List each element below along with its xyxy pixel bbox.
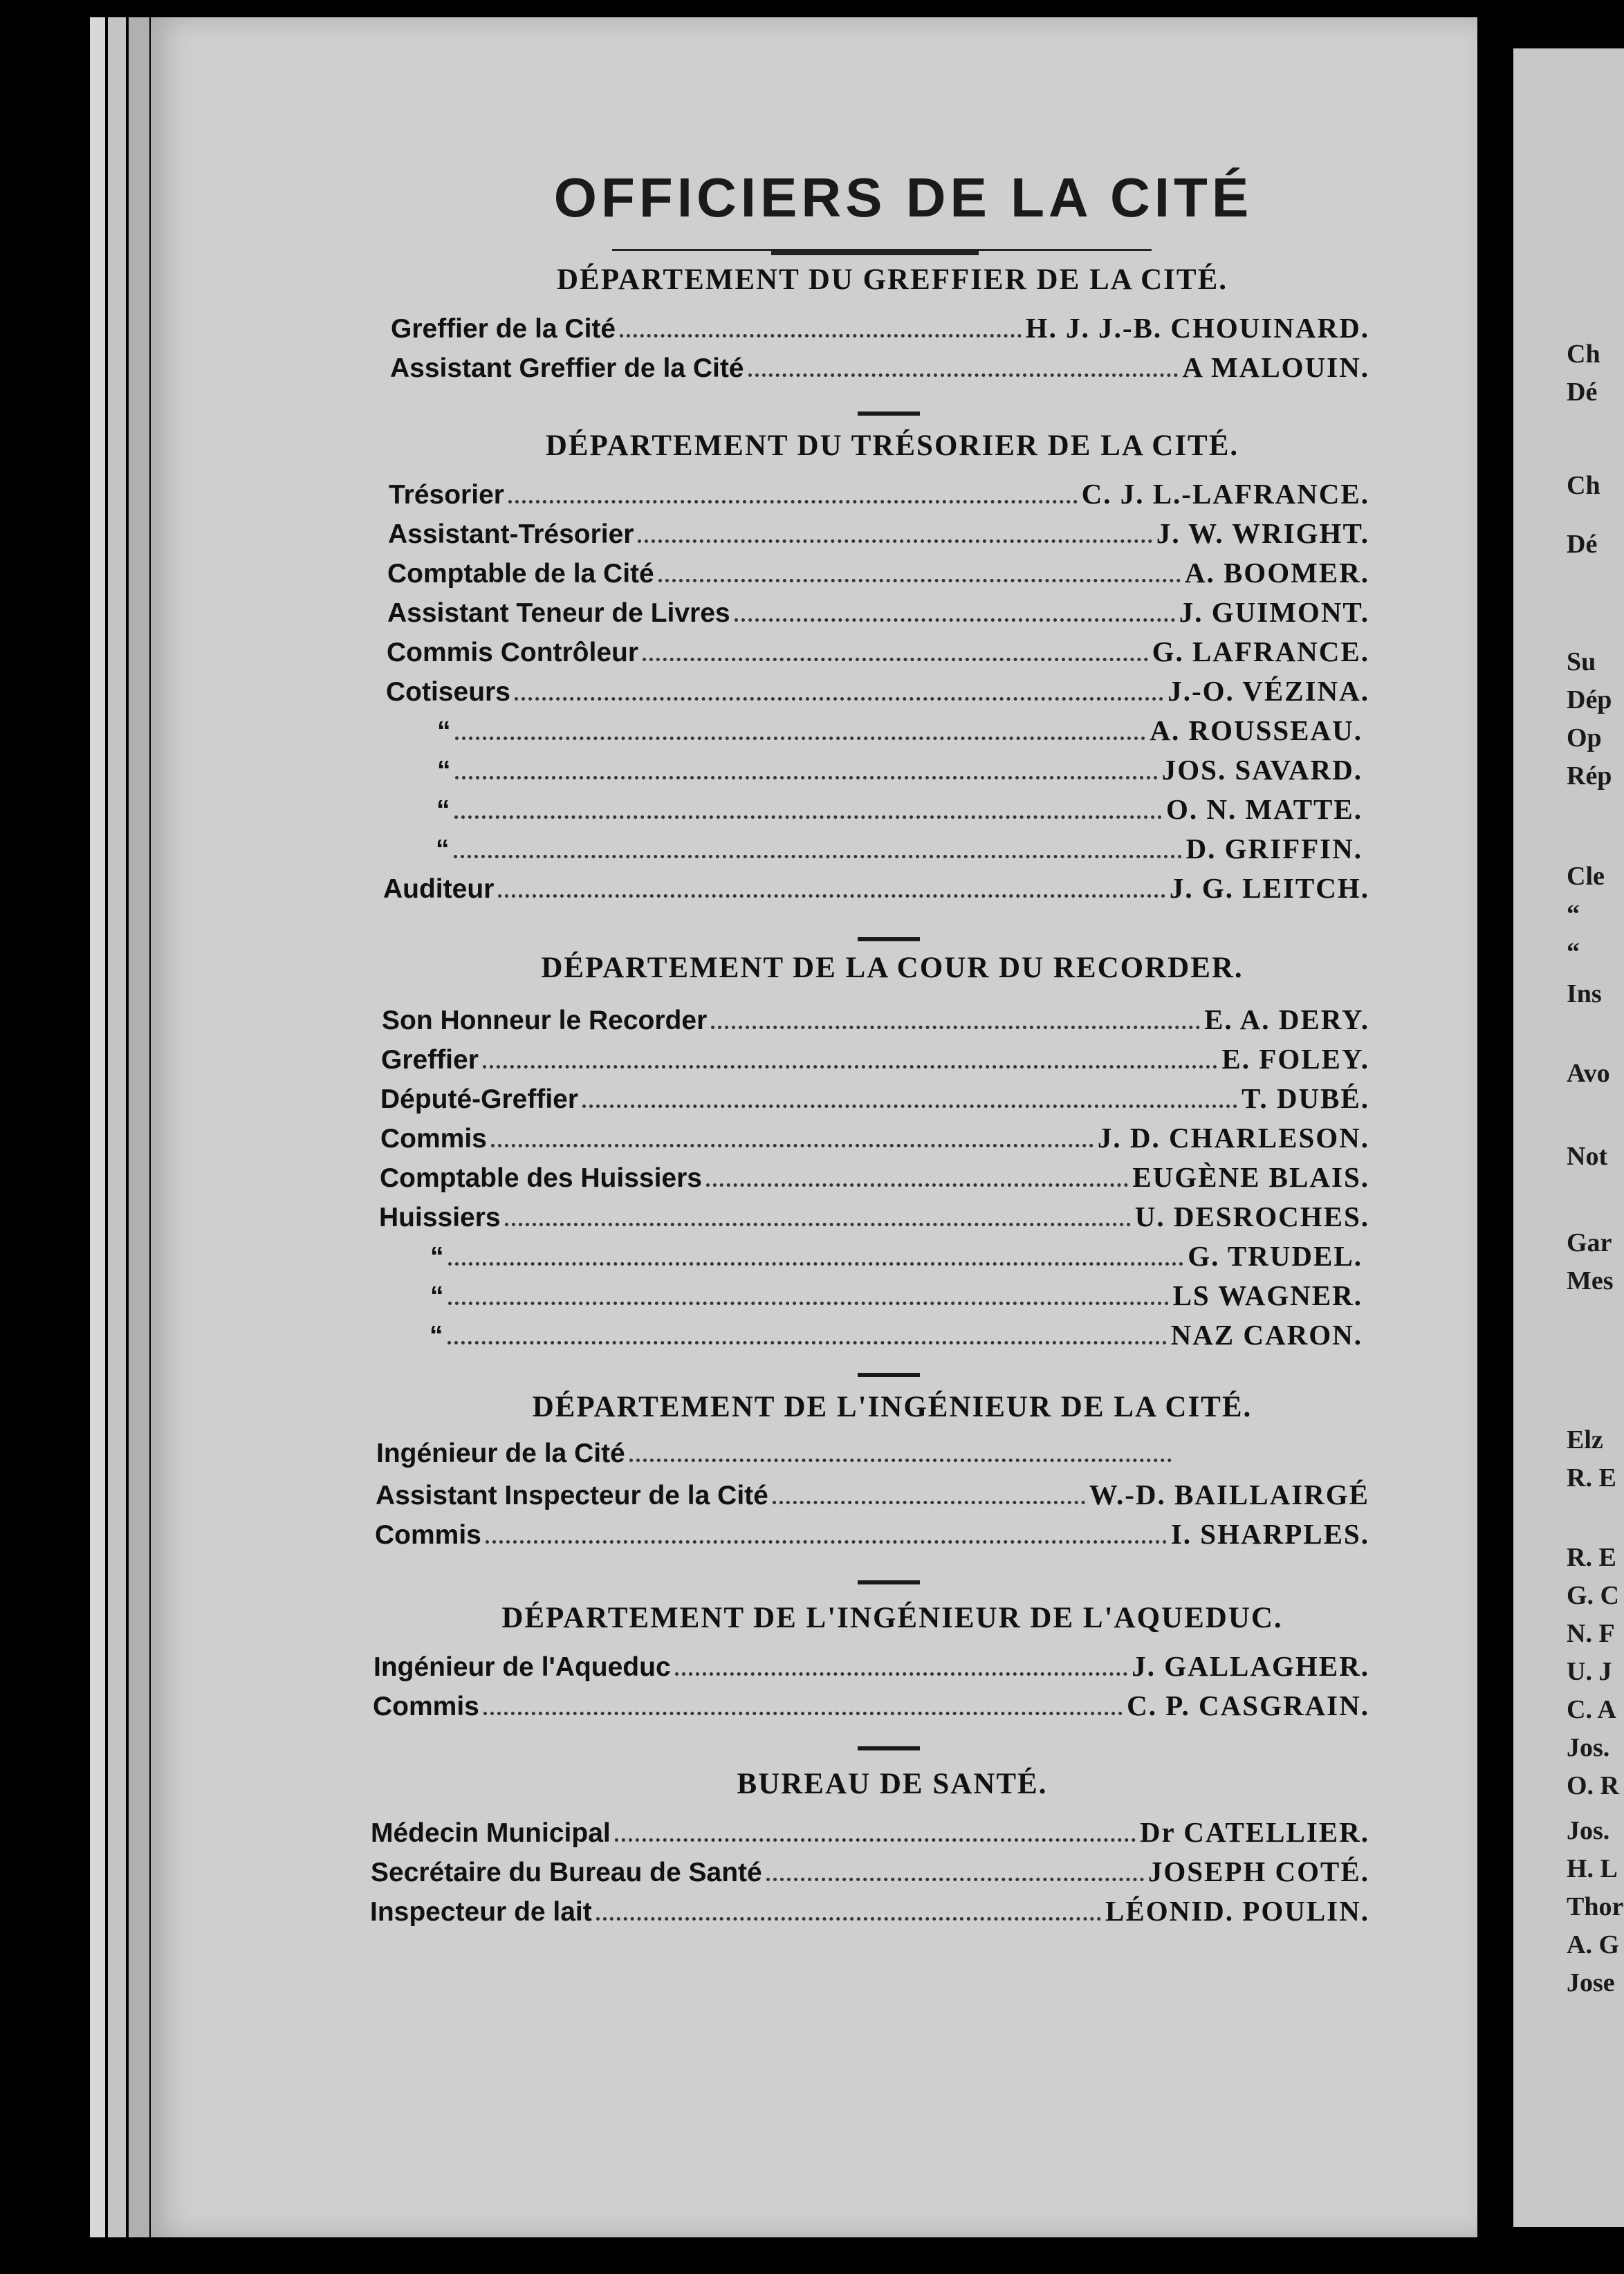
officer-title: Comptable des Huissiers [380,1163,702,1193]
facing-page-fragment: U. J [1567,1657,1612,1686]
officer-name: Dr CATELLIER. [1139,1816,1369,1848]
officer-title: Ingénieur de l'Aqueduc [373,1652,671,1682]
officer-name: J. W. WRIGHT. [1156,517,1369,549]
officer-row [391,311,1369,344]
officer-row [380,1121,1369,1154]
dot-leader [448,1302,1169,1305]
section-separator [858,1746,920,1750]
officer-name: C. J. L.-LAFRANCE. [1081,478,1369,510]
officer-row [376,1439,1369,1469]
officer-name: A. BOOMER. [1184,557,1369,589]
ditto-mark: “ [436,835,450,865]
dot-leader [505,1223,1131,1226]
officer-row [383,871,1369,905]
officer-title: Commis [380,1124,487,1154]
officer-name: LS WAGNER. [1172,1279,1363,1311]
binding-strip [90,17,105,2237]
page-title: OFFICIERS DE LA CITÉ [553,167,1253,228]
dot-leader [643,658,1148,661]
officer-title: Huissiers [379,1203,501,1232]
facing-page-fragment: C. A [1567,1695,1616,1724]
officer-title: Trésorier [389,480,504,510]
officer-title: Greffier de la Cité [391,314,616,344]
officer-row [437,714,1363,747]
officer-name: JOS. SAVARD. [1161,754,1363,786]
officer-name: E. FOLEY. [1221,1043,1369,1075]
ditto-mark: “ [430,1321,443,1351]
officer-row [430,1239,1363,1273]
ditto-mark: “ [436,795,450,825]
officer-row [437,753,1363,786]
facing-page-fragment: Jose [1567,1968,1615,1997]
officer-row [387,595,1369,629]
officer-name: J. GUIMONT. [1179,596,1369,628]
facing-page-fragment: Rép [1567,761,1612,791]
officer-row [387,635,1369,668]
facing-page-fragment: R. E [1567,1543,1616,1572]
facing-page-fragment: “ [1567,938,1580,967]
officer-row [371,1815,1369,1849]
officer-row [380,1082,1369,1115]
facing-page-fragment: “ [1567,900,1580,929]
officer-name: H. J. J.-B. CHOUINARD. [1025,312,1369,344]
facing-page-fragment: Mes [1567,1266,1614,1295]
officer-title: Cotiseurs [386,677,510,707]
officer-title: Commis [375,1520,481,1550]
dot-leader [454,815,1162,819]
facing-page-fragment: Su [1567,647,1596,676]
dot-leader [483,1065,1218,1069]
facing-page-fragment: Cle [1567,862,1605,891]
officer-title: Ingénieur de la Cité [376,1439,625,1468]
dot-leader [455,776,1158,779]
officer-name: G. LAFRANCE. [1152,636,1369,667]
officer-title: Auditeur [383,874,495,904]
officer-row [387,556,1369,589]
facing-page-fragment: Not [1567,1142,1608,1171]
dot-leader [486,1540,1167,1544]
facing-page-fragment: R. E [1567,1463,1616,1492]
officer-name: EUGÈNE BLAIS. [1132,1161,1369,1193]
officer-row [376,1478,1369,1511]
section-separator [858,937,920,941]
officer-title: Assistant Greffier de la Cité [390,353,744,383]
section-heading: BUREAU DE SANTÉ. [737,1768,1048,1800]
officer-name: E. A. DERY. [1204,1004,1369,1035]
facing-page-fragment: Dé [1567,530,1598,559]
dot-leader [498,894,1165,898]
officer-title: Assistant-Trésorier [388,519,634,549]
dot-leader [447,1341,1167,1344]
facing-page-fragment: Jos. [1567,1733,1610,1762]
dot-leader [515,697,1163,701]
facing-page-fragment: Gar [1567,1228,1612,1257]
dot-leader [483,1712,1123,1715]
officer-name: W.-D. BAILLAIRGÉ [1089,1479,1369,1510]
officer-name: JOSEPH COTÉ. [1147,1856,1369,1887]
officer-row [388,517,1369,550]
dot-leader [455,737,1146,740]
officer-row [386,674,1369,708]
facing-page-fragment: Thor [1567,1892,1624,1921]
dot-leader [582,1104,1237,1108]
facing-page-fragment: Ch [1567,471,1600,500]
facing-page-fragment: G. C [1567,1581,1619,1610]
officer-title: Commis [373,1692,479,1721]
officer-name: J. GALLAGHER. [1132,1650,1369,1682]
officer-name: NAZ CARON. [1170,1319,1363,1351]
title-underline [612,249,1152,258]
section-separator [858,1580,920,1584]
officer-title: Inspecteur de lait [370,1897,592,1927]
officer-name: J. D. CHARLESON. [1097,1122,1369,1154]
facing-page-fragment: H. L [1567,1854,1618,1883]
section-heading: DÉPARTEMENT DE L'INGÉNIEUR DE LA CITÉ. [532,1391,1253,1423]
ditto-mark: “ [430,1242,444,1272]
officer-name: O. N. MATTE. [1165,793,1363,825]
section-heading: DÉPARTEMENT DU TRÉSORIER DE LA CITÉ. [545,429,1239,462]
officer-row [436,793,1363,826]
dot-leader [675,1672,1128,1676]
dot-leader [735,618,1175,622]
officer-row [430,1318,1363,1351]
officer-title: Médecin Municipal [371,1818,611,1848]
officer-name: D. GRIFFIN. [1185,833,1363,865]
officer-name: C. P. CASGRAIN. [1127,1690,1369,1721]
dot-leader [706,1183,1128,1187]
section-heading: DÉPARTEMENT DE L'INGÉNIEUR DE L'AQUEDUC. [501,1602,1283,1634]
officer-row [430,1279,1363,1312]
officer-title: Greffier [381,1045,479,1075]
dot-leader [596,1917,1101,1921]
facing-page-fragment: Op [1567,723,1602,752]
officer-row [373,1689,1369,1722]
officer-title: Commis Contrôleur [387,638,639,667]
facing-page-fragment: Avo [1567,1059,1610,1088]
section-heading: DÉPARTEMENT DE LA COUR DU RECORDER. [541,952,1244,984]
facing-page-fragment: Ch [1567,340,1600,369]
officer-title: Son Honneur le Recorder [382,1006,708,1035]
officer-name: T. DUBÉ. [1242,1082,1369,1114]
officer-row [381,1042,1369,1075]
dot-leader [491,1144,1094,1147]
officer-row [390,351,1369,384]
officer-name: I. SHARPLES. [1170,1518,1369,1550]
facing-page-fragment: Jos. [1567,1816,1610,1845]
officer-name: J. G. LEITCH. [1169,872,1369,904]
officer-row [380,1161,1369,1194]
facing-page-fragment: O. R [1567,1771,1619,1800]
dot-leader [638,539,1152,543]
officer-title: Assistant Inspecteur de la Cité [376,1481,768,1510]
officer-row [379,1200,1369,1233]
officer-row [375,1517,1369,1551]
facing-page-fragment: Elz [1567,1425,1603,1454]
dot-leader [508,500,1078,503]
officer-name: U. DESROCHES. [1134,1201,1369,1232]
section-heading: DÉPARTEMENT DU GREFFIER DE LA CITÉ. [556,264,1228,296]
officer-title: Assistant Teneur de Livres [387,598,730,628]
officer-row [382,1003,1369,1036]
dot-leader [620,334,1022,338]
binding-strip [129,17,149,2237]
facing-page-fragment: Dé [1567,378,1598,407]
binding-strip [108,17,126,2237]
dot-leader [748,373,1179,377]
dot-leader [711,1026,1200,1029]
dot-leader [773,1501,1085,1504]
facing-page-fragment: A. G [1567,1930,1619,1959]
officer-row [436,832,1363,865]
officer-row [370,1894,1369,1928]
officer-row [373,1649,1369,1683]
dot-leader [766,1878,1144,1881]
officer-title: Député-Greffier [380,1084,579,1114]
officer-name: LÉONID. POULIN. [1105,1895,1369,1927]
dot-leader [658,579,1181,582]
dot-leader [454,855,1182,858]
ditto-mark: “ [430,1282,444,1311]
dot-leader [615,1838,1136,1842]
officer-title: Comptable de la Cité [387,559,654,589]
officer-row [371,1855,1369,1888]
officer-name: A MALOUIN. [1182,351,1369,383]
officer-name: A. ROUSSEAU. [1150,714,1363,746]
dot-leader [448,1262,1184,1266]
facing-page-fragment: Ins [1567,979,1602,1008]
facing-page-fragment: Dép [1567,685,1612,714]
ditto-mark: “ [437,717,451,746]
officer-title: Secrétaire du Bureau de Santé [371,1858,762,1887]
officer-name: G. TRUDEL. [1188,1240,1363,1272]
officer-name: J.-O. VÉZINA. [1168,675,1369,707]
dot-leader [629,1459,1172,1462]
facing-page-fragment: N. F [1567,1619,1615,1648]
officer-row [389,477,1369,510]
section-separator [858,412,920,416]
ditto-mark: “ [437,756,451,786]
section-separator [858,1373,920,1377]
